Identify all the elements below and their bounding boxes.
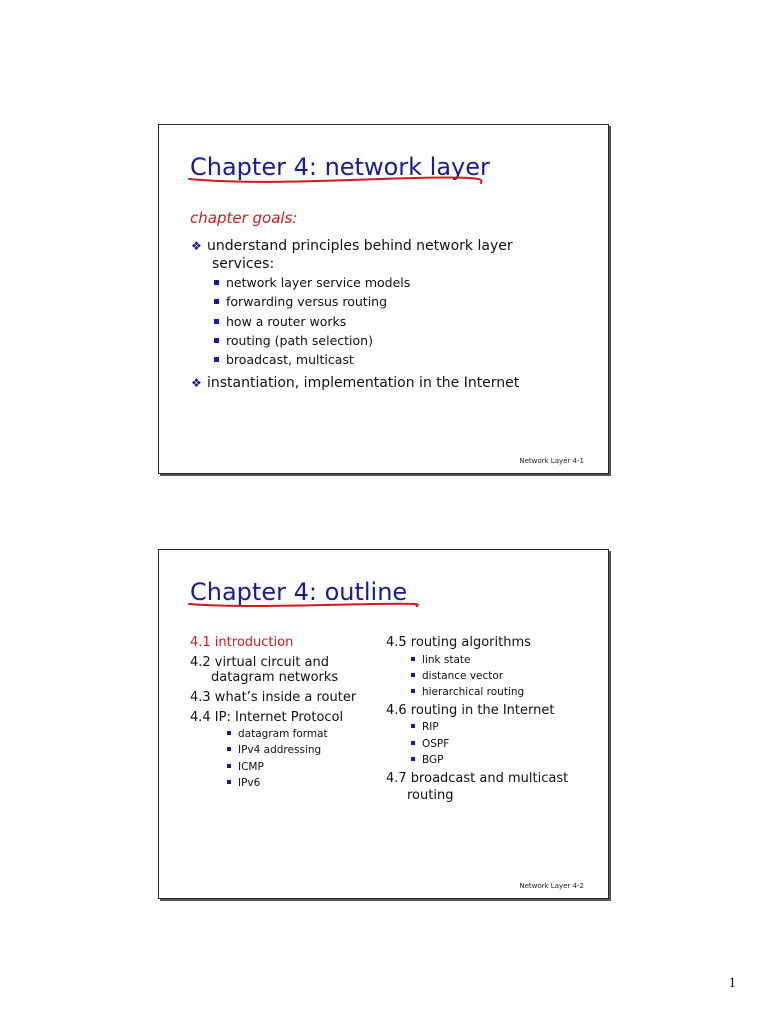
outline-subitem: ICMP (238, 759, 264, 775)
outline-item: 4.4 IP: Internet Protocol (190, 710, 344, 725)
diamond-bullet-icon: ❖ (191, 376, 202, 390)
outline-subitem: RIP (422, 719, 439, 735)
outline-item: 4.5 routing algorithms (386, 635, 531, 650)
outline-item: 4.2 virtual circuit and (190, 655, 330, 670)
outline-item: 4.7 broadcast and multicast (386, 771, 569, 786)
square-bullet-icon (214, 299, 219, 304)
slide-title: Chapter 4: network layer (190, 153, 490, 181)
goal-subitem: broadcast, multicast (226, 351, 354, 369)
square-bullet-icon (227, 780, 231, 784)
diamond-bullet-icon: ❖ (191, 239, 202, 253)
square-bullet-icon (411, 673, 415, 677)
outline-subitem: OSPF (422, 736, 449, 752)
goal-bullet: ❖ understand principles behind network layer (191, 238, 513, 254)
goal-subitem: forwarding versus routing (226, 293, 387, 311)
outline-subitem: distance vector (422, 668, 503, 684)
slide-title: Chapter 4: outline (190, 578, 408, 606)
square-bullet-icon (411, 657, 415, 661)
square-bullet-icon (411, 741, 415, 745)
outline-item-continuation: datagram networks (211, 670, 339, 685)
square-bullet-icon (227, 731, 231, 735)
square-bullet-icon (214, 338, 219, 343)
slide-network-layer (158, 124, 609, 474)
square-bullet-icon (411, 757, 415, 761)
title-underline-scribble (185, 165, 485, 187)
outline-item: 4.6 routing in the Internet (386, 703, 555, 718)
square-bullet-icon (214, 280, 219, 285)
outline-subitem: hierarchical routing (422, 684, 524, 700)
goal-bullet: ❖ instantiation, implementation in the Internet (191, 375, 520, 391)
title-underline-scribble (185, 590, 425, 612)
square-bullet-icon (214, 357, 219, 362)
outline-subitem: IPv6 (238, 775, 260, 791)
outline-subitem: BGP (422, 752, 444, 768)
outline-subitem: datagram format (238, 726, 328, 742)
slide-outline (158, 549, 609, 899)
square-bullet-icon (214, 319, 219, 324)
outline-item-introduction: 4.1 introduction (190, 635, 294, 650)
goal-subitem: routing (path selection) (226, 332, 373, 350)
square-bullet-icon (411, 689, 415, 693)
goal-subitem: network layer service models (226, 274, 410, 292)
goal-subitem: how a router works (226, 313, 346, 331)
goal-bullet-continuation: services: (212, 256, 275, 272)
slide-footer: Network Layer 4-2 (519, 882, 584, 890)
square-bullet-icon (227, 747, 231, 751)
outline-subitem: IPv4 addressing (238, 742, 321, 758)
outline-item-continuation: routing (407, 788, 454, 803)
slide-footer: Network Layer 4-1 (519, 457, 584, 465)
outline-item: 4.3 what’s inside a router (190, 690, 357, 705)
page-number: 1 (728, 975, 736, 991)
square-bullet-icon (411, 724, 415, 728)
chapter-goals-label: chapter goals: (190, 209, 298, 227)
outline-subitem: link state (422, 652, 471, 668)
square-bullet-icon (227, 764, 231, 768)
